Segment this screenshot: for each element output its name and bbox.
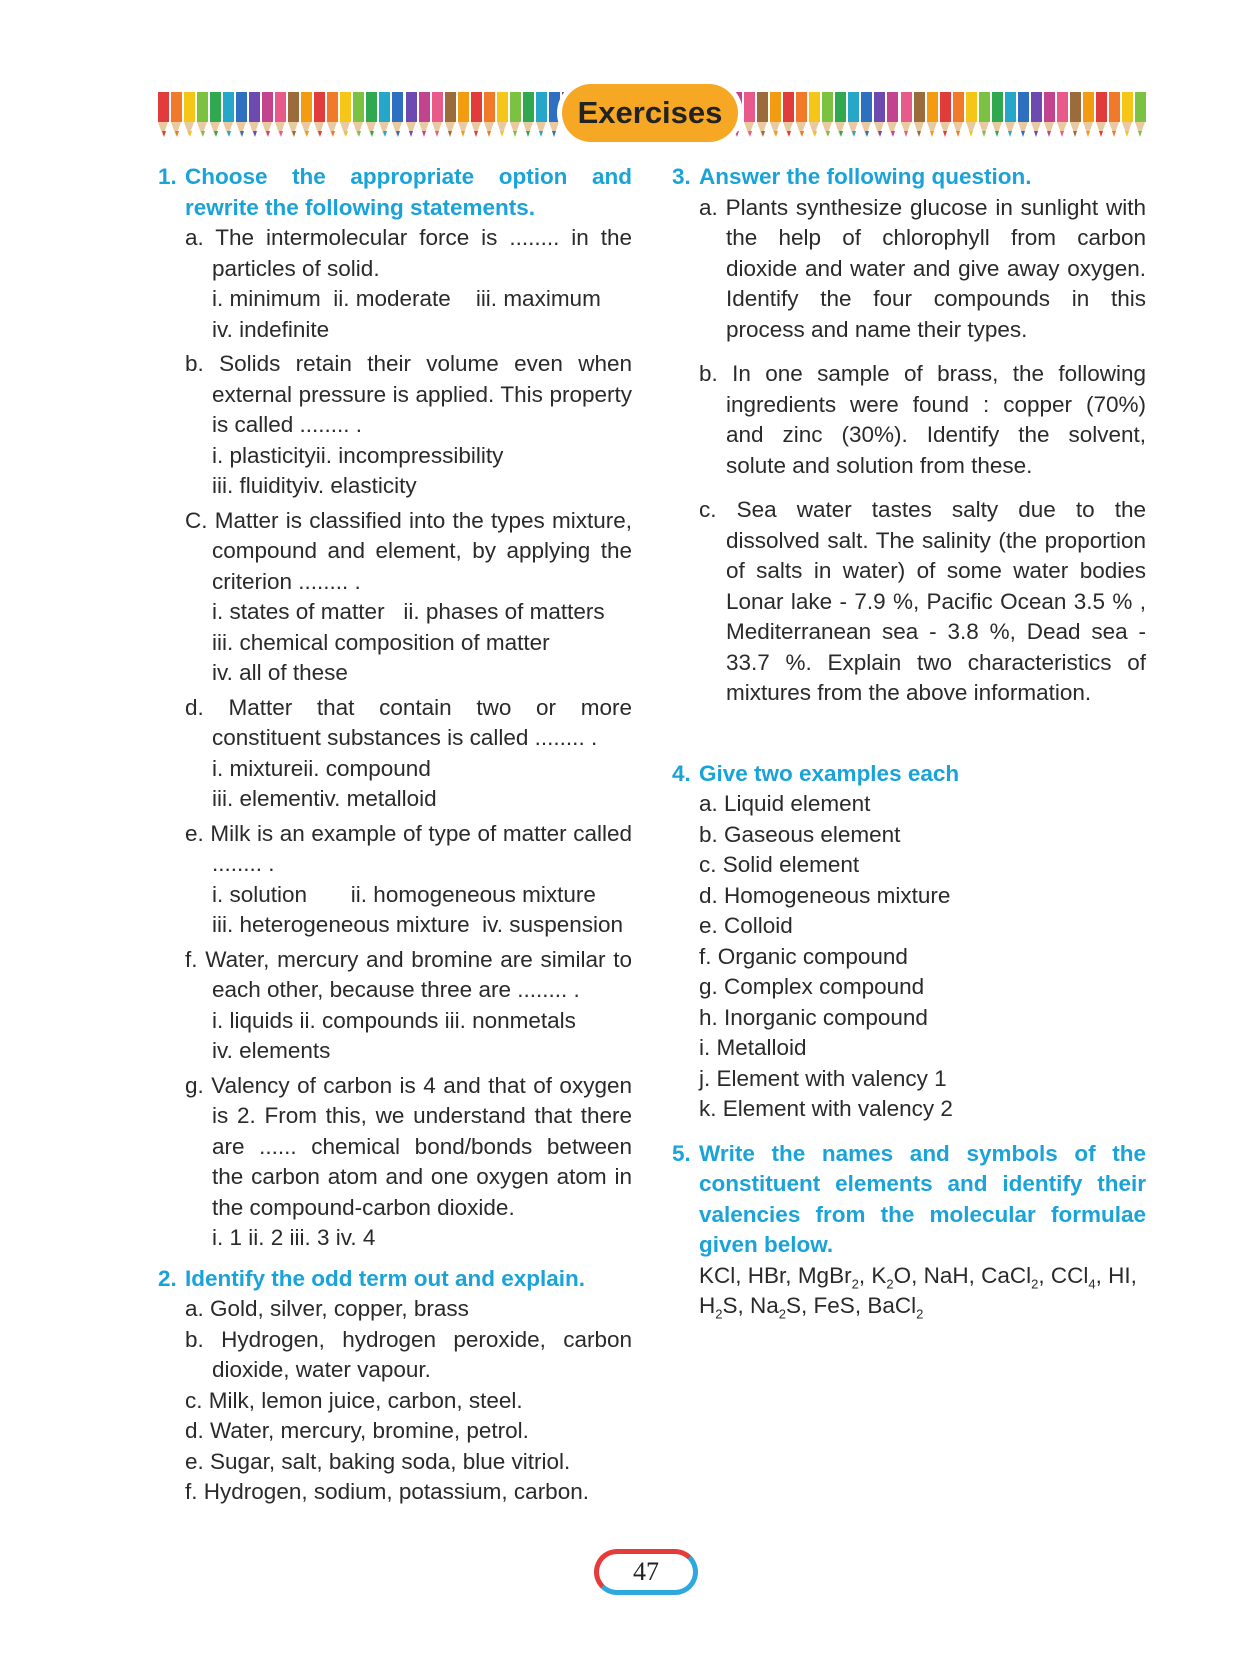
pencil-decoration <box>953 92 964 138</box>
item-label: C. <box>185 507 208 533</box>
item-text: Complex compound <box>724 974 925 999</box>
formula-symbol: HI <box>1108 1262 1131 1288</box>
list-item <box>672 881 1146 912</box>
item-text: In one sample of brass, the following ingredients were found : copper (70%) and zinc (30%). Identify the solvent, solute and solution from these. <box>726 361 1146 478</box>
answer-option-row <box>212 784 632 815</box>
item-label: f. <box>699 943 712 969</box>
answer-option: i. solution ii. homogeneous mixture <box>212 881 596 907</box>
item-text: Matter is classified into the types mixture, compound and element, by applying the criterion ........ . <box>212 507 632 594</box>
pencil-decoration <box>783 92 794 138</box>
item-text: Water, mercury, bromine, petrol. <box>210 1418 529 1443</box>
pencil-decoration <box>171 92 182 138</box>
list-item <box>672 820 1146 851</box>
pencil-decoration <box>210 92 221 138</box>
pencil-decoration <box>861 92 872 138</box>
item-text: Element with valency 1 <box>716 1065 947 1091</box>
item-text: Sea water tastes salty due to the dissolved salt. The salinity (the proportion of salts in water) of some water bodies Lonar lake - 7.9 %, Pacific Ocean 3.5 % , Mediterranean sea - 3.8 %, Dead sea - 33.7 %. Explain two characteristics of mixtures from the above information. <box>726 497 1146 705</box>
answer-option: i. 1 ii. 2 iii. 3 iv. 4 <box>212 1225 376 1250</box>
item-label: d. <box>699 882 718 908</box>
item-text: Liquid element <box>724 791 871 816</box>
pencil-decoration <box>353 92 364 138</box>
item-label: b. <box>185 351 204 376</box>
list-item <box>158 945 632 1067</box>
answer-option-row <box>212 754 632 785</box>
item-label: b. <box>699 821 718 847</box>
answer-option-row <box>212 441 632 472</box>
answer-option: iii. element <box>212 786 320 811</box>
pencil-decoration <box>379 92 390 138</box>
molecular-formula <box>981 1262 1039 1291</box>
item-label: a. <box>185 225 204 250</box>
formula-subscript: 2 <box>851 1276 859 1291</box>
list-item <box>672 359 1146 481</box>
question-4-heading <box>672 759 1146 790</box>
formula-symbol: K <box>871 1262 887 1288</box>
formula-symbol: HBr <box>747 1262 786 1288</box>
question-text: Identify the odd term out and explain. <box>185 1265 586 1291</box>
formula-subscript: 2 <box>916 1306 924 1322</box>
list-item <box>158 349 632 502</box>
pencil-decoration <box>288 92 299 138</box>
item-text: Inorganic compound <box>724 1004 928 1030</box>
molecular-formula <box>1050 1262 1096 1291</box>
list-item <box>158 1294 632 1325</box>
pencil-decoration <box>940 92 951 138</box>
list-item <box>672 1003 1146 1034</box>
question-3-heading <box>672 162 1146 193</box>
pencil-decoration <box>340 92 351 138</box>
question-number: 2. <box>158 1265 177 1291</box>
formula-subscript: 2 <box>886 1276 894 1291</box>
answer-option: i. states of matter ii. phases of matters <box>212 599 605 624</box>
pencil-decoration <box>1109 92 1120 138</box>
answer-option: i. mixture <box>212 755 304 781</box>
pencil-decoration <box>549 92 560 138</box>
list-item <box>672 911 1146 942</box>
item-text: Hydrogen, hydrogen peroxide, carbon dioxide, water vapour. <box>212 1326 632 1382</box>
item-label: h. <box>699 1004 718 1030</box>
answer-option: i. minimum ii. moderate iii. maximum <box>212 286 601 311</box>
pencil-decoration <box>236 92 247 138</box>
pencil-decoration <box>757 92 768 138</box>
list-item <box>672 193 1146 346</box>
list-item <box>672 1094 1146 1125</box>
molecular-formula <box>797 1262 859 1291</box>
question-5-heading <box>672 1139 1146 1261</box>
pencil-decoration <box>497 92 508 138</box>
question-1-heading <box>158 162 632 223</box>
pencil-decoration <box>1044 92 1055 138</box>
item-label: g. <box>699 974 718 999</box>
item-label: i. <box>699 1035 711 1060</box>
pencil-decoration <box>158 92 169 138</box>
pencil-decoration <box>536 92 547 138</box>
page-number: 47 <box>633 1557 659 1586</box>
pencil-decoration <box>809 92 820 138</box>
item-label: f. <box>185 1479 198 1504</box>
pencil-decoration <box>510 92 521 138</box>
item-text: Valency of carbon is 4 and that of oxygen is 2. From this, we understand that there are ...... chemical bond/bonds between the carbon atom and one oxygen atom in the compound-carbon dioxide. <box>211 1072 632 1220</box>
formula-symbol: S <box>786 1293 802 1318</box>
list-item <box>158 1447 632 1478</box>
item-text: Solids retain their volume even when external pressure is applied. This property is called ........ . <box>212 351 632 437</box>
pencil-decoration <box>1005 92 1016 138</box>
answer-option: i. plasticity <box>212 442 316 468</box>
formula-symbol: NaH <box>923 1262 969 1288</box>
pencil-decoration <box>874 92 885 138</box>
pencil-decoration <box>432 92 443 138</box>
item-label: f. <box>185 946 198 972</box>
pencil-decoration <box>887 92 898 138</box>
formula-subscript: 2 <box>1031 1276 1039 1291</box>
pencil-decoration <box>1057 92 1068 138</box>
question-number: 1. <box>158 164 177 189</box>
right-column <box>672 162 1146 1322</box>
answer-option: iv. all of these <box>212 660 348 685</box>
item-label: c. <box>699 852 717 877</box>
item-text: Milk, lemon juice, carbon, steel. <box>208 1387 523 1413</box>
item-label: g. <box>185 1072 204 1098</box>
pencil-decoration <box>770 92 781 138</box>
item-label: d. <box>185 1418 204 1443</box>
pencil-decoration <box>1135 92 1146 138</box>
item-label: e. <box>699 913 718 938</box>
formula-subscript: 2 <box>778 1306 787 1322</box>
item-text: Matter that contain two or more constituent substances is called ........ . <box>212 694 632 750</box>
page-title: Exercises <box>562 84 738 142</box>
pencil-decoration <box>419 92 430 138</box>
list-item <box>672 942 1146 973</box>
question-3-items <box>672 193 1146 723</box>
formula-symbol: CCl <box>1050 1262 1089 1288</box>
list-item <box>672 789 1146 820</box>
pencil-decoration <box>301 92 312 138</box>
molecular-formula <box>699 1263 735 1288</box>
pencil-decoration <box>848 92 859 138</box>
item-text: Gold, silver, copper, brass <box>210 1296 469 1321</box>
pencil-decoration <box>901 92 912 138</box>
item-text: Organic compound <box>717 943 908 969</box>
item-text: Homogeneous mixture <box>724 882 951 908</box>
question-1-items <box>158 223 632 1258</box>
question-text: Choose the appropriate option and rewrite the following statements. <box>185 164 632 220</box>
list-item <box>158 1386 632 1417</box>
formula-subscript: 2 <box>715 1306 723 1322</box>
pencil-decoration <box>966 92 977 138</box>
pencil-decoration <box>979 92 990 138</box>
list-item <box>672 495 1146 709</box>
molecular-formulae: KCl, HBr, MgBr$_2$, $K_2O$, NaH, CaCl$_2$, CCl$_4$, HI, $H_2S$, $Na_2S$, FeS, BaCl$_2$ <box>699 1262 1137 1322</box>
page-number-badge <box>594 1549 698 1595</box>
list-item <box>158 223 632 345</box>
answer-option: iv. elasticity <box>303 473 417 498</box>
item-label: c. <box>185 1387 203 1413</box>
formula-symbol: MgBr <box>797 1262 852 1288</box>
answer-option: iv. indefinite <box>212 316 330 342</box>
pencil-decoration <box>314 92 325 138</box>
pencil-decoration <box>223 92 234 138</box>
answer-option: iii. fluidity <box>212 473 304 498</box>
answer-option-row <box>212 471 632 502</box>
formula-symbol: BaCl <box>867 1293 917 1318</box>
item-text: Element with valency 2 <box>722 1096 953 1121</box>
pencil-decoration <box>197 92 208 138</box>
pencil-decoration <box>1096 92 1107 138</box>
list-item <box>672 972 1146 1003</box>
list-item <box>158 506 632 689</box>
formula-symbol: H <box>699 1293 716 1318</box>
pencil-decoration <box>366 92 377 138</box>
answer-option: ii. compound <box>303 755 431 781</box>
formula-symbol: Na <box>750 1293 779 1318</box>
molecular-formula <box>750 1293 802 1322</box>
pencil-decoration <box>927 92 938 138</box>
item-label: d. <box>185 694 204 720</box>
pencil-decoration <box>184 92 195 138</box>
formula-subscript: 4 <box>1088 1276 1096 1291</box>
molecular-formula <box>924 1263 969 1288</box>
list-item <box>158 1071 632 1254</box>
item-text: The intermolecular force is ........ in the particles of solid. <box>212 225 632 281</box>
pencil-decoration <box>796 92 807 138</box>
formula-symbol: S <box>722 1293 738 1318</box>
pencil-decoration <box>458 92 469 138</box>
list-item <box>158 1416 632 1447</box>
answer-option: iii. chemical composition of matter <box>212 629 550 655</box>
pencil-decoration <box>275 92 286 138</box>
question-2-items <box>158 1294 632 1508</box>
molecular-formula <box>699 1293 738 1322</box>
formula-symbol: KCl <box>699 1262 736 1288</box>
molecular-formula <box>748 1263 786 1288</box>
pencil-decoration <box>1018 92 1029 138</box>
question-text: Answer the following question. <box>699 164 1032 189</box>
molecular-formula <box>867 1293 924 1322</box>
question-number: 5. <box>672 1140 691 1166</box>
pencil-decoration <box>406 92 417 138</box>
pencil-decoration <box>914 92 925 138</box>
item-label: b. <box>185 1326 204 1352</box>
pencil-decoration <box>1083 92 1094 138</box>
item-text: Milk is an example of type of matter called ........ . <box>210 820 632 876</box>
list-item <box>158 1477 632 1508</box>
pencil-decoration <box>249 92 260 138</box>
pencil-decoration <box>327 92 338 138</box>
answer-option: ii. incompressibility <box>315 442 504 468</box>
item-text: Solid element <box>722 852 860 877</box>
answer-option: iv. metalloid <box>319 786 437 811</box>
item-label: b. <box>699 361 718 386</box>
pencil-decoration <box>1070 92 1081 138</box>
pencil-decoration <box>835 92 846 138</box>
item-label: a. <box>699 194 718 220</box>
pencil-decoration <box>445 92 456 138</box>
answer-option: iii. heterogeneous mixture iv. suspension <box>212 912 624 937</box>
molecular-formula <box>814 1293 855 1318</box>
question-2-heading <box>158 1264 632 1295</box>
list-item <box>158 819 632 941</box>
item-label: e. <box>185 1448 204 1474</box>
question-number: 4. <box>672 760 691 786</box>
pencil-decoration <box>992 92 1003 138</box>
answer-option: iv. elements <box>212 1038 331 1063</box>
item-label: j. <box>699 1065 711 1091</box>
formula-symbol: CaCl <box>981 1262 1032 1288</box>
item-text: Sugar, salt, baking soda, blue vitriol. <box>210 1448 571 1474</box>
list-item <box>158 1325 632 1386</box>
pencil-decoration <box>262 92 273 138</box>
item-label: a. <box>185 1296 204 1321</box>
question-text: Write the names and symbols of the constituent elements and identify their valencies from the molecular formulae given below. <box>699 1140 1146 1257</box>
question-text: Give two examples each <box>699 760 960 786</box>
answer-option: i. liquids ii. compounds iii. nonmetals <box>212 1007 576 1033</box>
pencil-decoration <box>744 92 755 138</box>
item-label: k. <box>699 1096 717 1121</box>
item-label: c. <box>699 497 717 522</box>
pencil-decoration <box>392 92 403 138</box>
question-4-items <box>672 789 1146 1125</box>
item-label: e. <box>185 820 204 846</box>
formula-symbol: FeS <box>813 1293 855 1318</box>
item-text: Water, mercury and bromine are similar to each other, because three are ........ . <box>205 946 632 1002</box>
pencil-decoration <box>523 92 534 138</box>
pencil-decoration <box>471 92 482 138</box>
item-text: Gaseous element <box>724 821 901 847</box>
molecular-formula <box>871 1262 912 1291</box>
item-text: Plants synthesize glucose in sunlight with the help of chlorophyll from carbon dioxide and water and give away oxygen. Identify the four compounds in this process and name their types. <box>725 194 1146 342</box>
item-text: Colloid <box>724 913 793 938</box>
list-item <box>158 693 632 815</box>
item-text: Metalloid <box>716 1035 807 1060</box>
molecular-formula <box>1108 1263 1131 1288</box>
item-label: a. <box>699 791 718 816</box>
list-item <box>672 1033 1146 1064</box>
formula-symbol: O <box>893 1262 912 1288</box>
pencil-decoration <box>1031 92 1042 138</box>
list-item <box>672 1064 1146 1095</box>
pencil-decoration <box>484 92 495 138</box>
list-item <box>672 850 1146 881</box>
pencil-decoration <box>1122 92 1133 138</box>
left-column <box>158 162 632 1508</box>
pencil-decoration <box>822 92 833 138</box>
item-text: Hydrogen, sodium, potassium, carbon. <box>203 1479 589 1504</box>
question-number: 3. <box>672 164 691 189</box>
